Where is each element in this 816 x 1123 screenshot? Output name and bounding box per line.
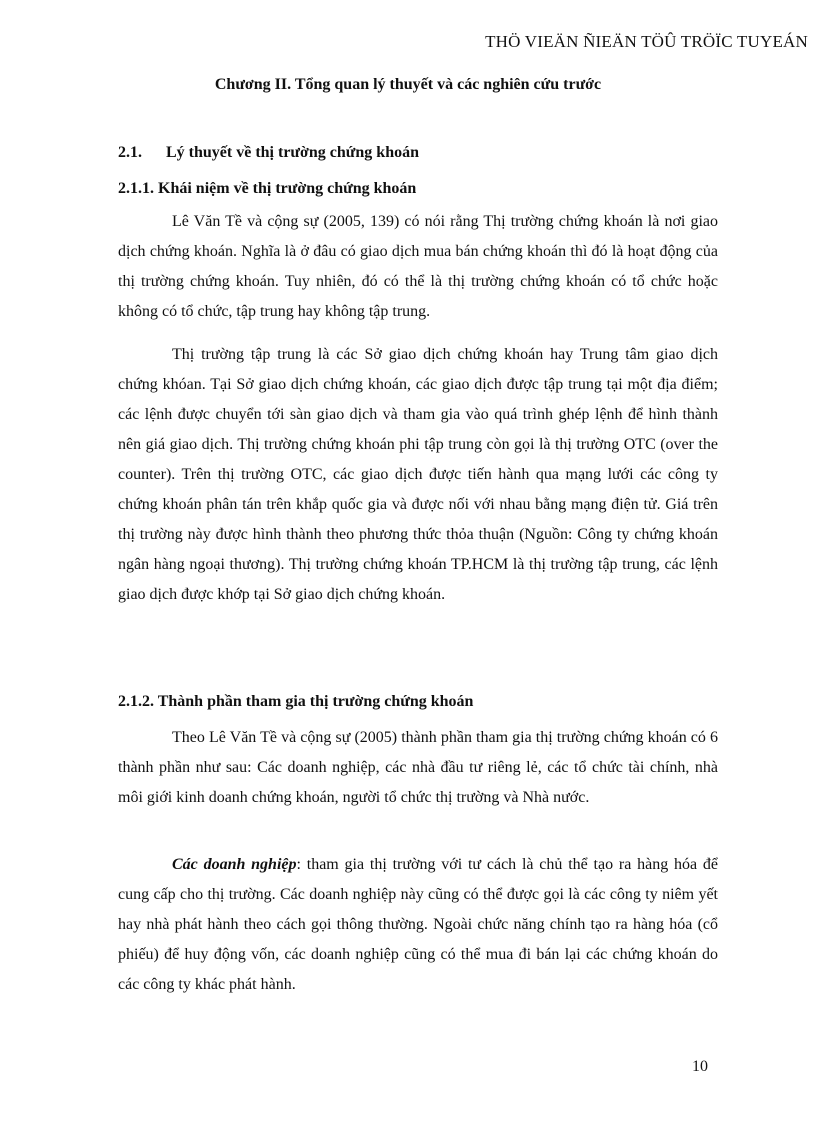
section-heading-2-1	[118, 144, 419, 162]
paragraph-participants: Theo Lê Văn Tề và cộng sự (2005) thành phần tham gia thị trường chứng khoán có 6 thành phần như sau: Các doanh nghiệp, các nhà đầu tư riêng lẻ, các tổ chức tài chính, nhà môi giới kinh doanh chứng khoán, người tổ chức thị trường và Nhà nước.	[118, 729, 718, 806]
section-number: 2.1.	[118, 144, 142, 161]
paragraph-enterprises	[118, 850, 718, 1000]
enterprises-description: : tham gia thị trường với tư cách là chủ thể tạo ra hàng hóa để cung cấp cho thị trường. Các doanh nghiệp này cũng có thể được gọi là các công ty niêm yết hay nhà phát hành theo cách gọi thông thường. Ngoài chức năng chính tạo ra hàng hóa (cổ phiếu) để huy động vốn, các doanh nghiệp cũng có thể mua đi bán lại các chứng khoán do các công ty khác phát hành.	[118, 856, 718, 993]
term-enterprises: Các doanh nghiệp	[172, 856, 297, 873]
paragraph-market-types: Thị trường tập trung là các Sở giao dịch chứng khoán hay Trung tâm giao dịch chứng khóan. Tại Sở giao dịch chứng khoán, các giao dịch được tập trung tại một địa điểm; các lệnh được chuyển tới sàn giao dịch và tham gia vào quá trình ghép lệnh để hình thành nên giá giao dịch. Thị trường chứng khoán phi tập trung còn gọi là thị trường OTC (over the counter). Trên thị trường OTC, các giao dịch được tiến hành qua mạng lưới các công ty chứng khoán phân tán trên khắp quốc gia và được nối với nhau bằng mạng điện tử. Giá trên thị trường này được hình thành theo phương thức thỏa thuận (Nguồn: Công ty chứng khoán ngân hàng ngoại thương). Thị trường chứng khoán TP.HCM là thị trường tập trung, các lệnh giao dịch được khớp tại Sở giao dịch chứng khoán.	[118, 346, 718, 603]
running-header: THÖ VIEÄN ÑIEÄN TÖÛ TRÖÏC TUYEÁN	[485, 32, 808, 51]
section-title: Lý thuyết về thị trường chứng khoán	[166, 144, 419, 161]
chapter-title: Chương II. Tổng quan lý thuyết và các nghiên cứu trước	[214, 76, 602, 93]
section-heading-2-1-2: 2.1.2. Thành phần tham gia thị trường chứng khoán	[118, 693, 474, 710]
section-heading-2-1-1: 2.1.1. Khái niệm về thị trường chứng khoán	[118, 180, 417, 197]
paragraph-definition: Lê Văn Tề và cộng sự (2005, 139) có nói rằng Thị trường chứng khoán là nơi giao dịch chứng khoán. Nghĩa là ở đâu có giao dịch mua bán chứng khoán thì đó là hoạt động của thị trường chứng khoán. Tuy nhiên, đó có thể là thị trường chứng khoán có tổ chức hoặc không có tổ chức, tập trung hay không tập trung.	[118, 213, 718, 320]
page-number: 10	[692, 1058, 708, 1075]
